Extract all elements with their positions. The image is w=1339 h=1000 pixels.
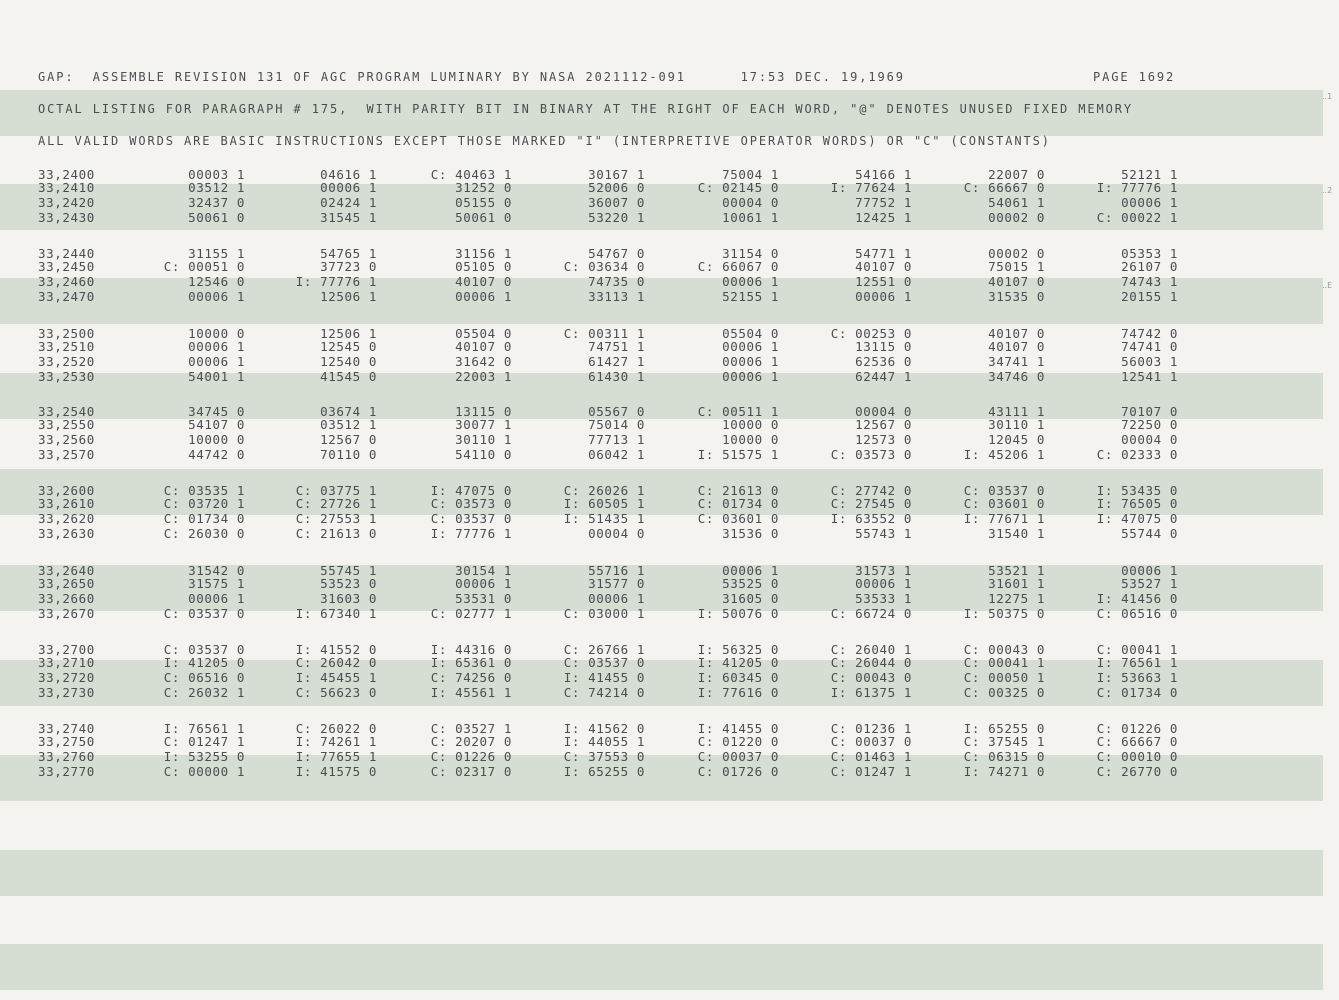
octal-word: C: 26766 1: [563, 642, 645, 657]
octal-word: 12425 1: [855, 210, 912, 225]
octal-word: 52121 1: [1121, 167, 1178, 182]
octal-word: 53527 1: [1121, 576, 1178, 591]
octal-word: 55744 0: [1121, 526, 1178, 541]
octal-word: C: 01226 0: [1096, 721, 1178, 736]
octal-word: 00006 1: [855, 289, 912, 304]
octal-word: 43111 1: [988, 404, 1045, 419]
octal-word: 54767 0: [588, 246, 645, 261]
octal-word: I: 44316 0: [430, 642, 512, 657]
row-address: 33,2660: [38, 591, 95, 606]
octal-word: C: 03634 0: [563, 259, 645, 274]
octal-word: C: 00041 1: [963, 655, 1045, 670]
octal-word: 12567 0: [320, 432, 377, 447]
octal-word: I: 41575 0: [295, 764, 377, 779]
octal-word: I: 76561 1: [163, 721, 245, 736]
octal-word: 00004 0: [1121, 432, 1178, 447]
octal-word: 53220 1: [588, 210, 645, 225]
octal-word: I: 41562 0: [563, 721, 645, 736]
octal-word: C: 01726 0: [697, 764, 779, 779]
octal-word: 05504 0: [722, 326, 779, 341]
octal-word: C: 40463 1: [430, 167, 512, 182]
octal-word: 12506 1: [320, 289, 377, 304]
octal-word: I: 53663 1: [1096, 670, 1178, 685]
octal-word: C: 26042 0: [295, 655, 377, 670]
octal-word: I: 45455 1: [295, 670, 377, 685]
octal-word: C: 01226 0: [430, 749, 512, 764]
row-address: 33,2610: [38, 496, 95, 511]
row-address: 33,2560: [38, 432, 95, 447]
octal-word: 03512 1: [188, 180, 245, 195]
octal-word: C: 06516 0: [163, 670, 245, 685]
octal-word: 52155 1: [722, 289, 779, 304]
octal-word: 30154 1: [455, 563, 512, 578]
octal-word: C: 01463 1: [830, 749, 912, 764]
octal-word: 00006 1: [188, 339, 245, 354]
octal-word: 50061 0: [188, 210, 245, 225]
margin-mark: ..1: [1322, 92, 1333, 101]
octal-word: C: 26032 1: [163, 685, 245, 700]
octal-word: 40107 0: [455, 339, 512, 354]
octal-word: 10000 0: [188, 326, 245, 341]
margin-mark: ..E: [1322, 281, 1333, 290]
octal-word: I: 60505 1: [563, 496, 645, 511]
octal-word: I: 61375 1: [830, 685, 912, 700]
octal-word: I: 47075 0: [1096, 511, 1178, 526]
octal-word: C: 00253 0: [830, 326, 912, 341]
octal-word: 00006 1: [1121, 195, 1178, 210]
octal-word: 62536 0: [855, 354, 912, 369]
octal-word: C: 00051 0: [163, 259, 245, 274]
octal-word: C: 01247 1: [163, 734, 245, 749]
octal-word: 40107 0: [988, 274, 1045, 289]
octal-word: 40107 0: [855, 259, 912, 274]
row-address: 33,2710: [38, 655, 95, 670]
octal-word: 75015 1: [988, 259, 1045, 274]
octal-word: I: 77776 1: [1096, 180, 1178, 195]
octal-word: C: 21613 0: [295, 526, 377, 541]
octal-word: I: 41205 0: [163, 655, 245, 670]
octal-word: 40107 0: [455, 274, 512, 289]
octal-word: I: 63552 0: [830, 511, 912, 526]
octal-word: 75004 1: [722, 167, 779, 182]
octal-word: C: 01247 1: [830, 764, 912, 779]
octal-word: I: 41456 0: [1096, 591, 1178, 606]
row-address: 33,2740: [38, 721, 95, 736]
octal-word: I: 77671 1: [963, 511, 1045, 526]
octal-word: C: 00325 0: [963, 685, 1045, 700]
header-line-3: ALL VALID WORDS ARE BASIC INSTRUCTIONS EXCEPT THOSE MARKED "I" (INTERPRETIVE OPERATOR WORDS) OR "C" (CONSTANTS): [38, 134, 1051, 148]
octal-word: C: 00311 1: [563, 326, 645, 341]
octal-word: 54166 1: [855, 167, 912, 182]
octal-word: I: 74261 1: [295, 734, 377, 749]
octal-word: C: 03720 1: [163, 496, 245, 511]
octal-word: 54771 1: [855, 246, 912, 261]
octal-word: C: 26044 0: [830, 655, 912, 670]
octal-word: I: 41455 0: [563, 670, 645, 685]
octal-word: C: 01734 0: [163, 511, 245, 526]
octal-word: 31154 0: [722, 246, 779, 261]
octal-word: C: 26040 1: [830, 642, 912, 657]
octal-word: C: 03775 1: [295, 483, 377, 498]
octal-word: 75014 0: [588, 417, 645, 432]
octal-word: 00006 1: [455, 576, 512, 591]
octal-word: C: 00050 1: [963, 670, 1045, 685]
octal-word: 12545 0: [320, 339, 377, 354]
octal-word: C: 37545 1: [963, 734, 1045, 749]
octal-word: 55716 1: [588, 563, 645, 578]
row-address: 33,2530: [38, 369, 95, 384]
octal-word: 12573 0: [855, 432, 912, 447]
octal-word: 31155 1: [188, 246, 245, 261]
octal-word: C: 56623 0: [295, 685, 377, 700]
octal-word: 04616 1: [320, 167, 377, 182]
octal-word: 05105 0: [455, 259, 512, 274]
octal-word: 31540 1: [988, 526, 1045, 541]
octal-word: I: 41552 0: [295, 642, 377, 657]
octal-word: 53525 0: [722, 576, 779, 591]
octal-word: 00006 1: [188, 591, 245, 606]
octal-word: C: 00511 1: [697, 404, 779, 419]
octal-word: I: 65361 0: [430, 655, 512, 670]
octal-word: C: 03601 0: [963, 496, 1045, 511]
octal-word: 00004 0: [722, 195, 779, 210]
octal-word: I: 51575 1: [697, 447, 779, 462]
row-address: 33,2500: [38, 326, 95, 341]
octal-word: 00006 1: [722, 354, 779, 369]
octal-word: 31252 0: [455, 180, 512, 195]
row-address: 33,2570: [38, 447, 95, 462]
octal-word: 00006 1: [188, 354, 245, 369]
octal-word: 61430 1: [588, 369, 645, 384]
octal-word: 12541 1: [1121, 369, 1178, 384]
octal-word: C: 03537 0: [563, 655, 645, 670]
row-address: 33,2750: [38, 734, 95, 749]
octal-word: C: 03537 0: [963, 483, 1045, 498]
octal-word: I: 45206 1: [963, 447, 1045, 462]
octal-word: 77713 1: [588, 432, 645, 447]
octal-word: 13115 0: [455, 404, 512, 419]
octal-word: 40107 0: [988, 339, 1045, 354]
octal-word: 00006 1: [320, 180, 377, 195]
octal-word: I: 77655 1: [295, 749, 377, 764]
octal-word: 54001 1: [188, 369, 245, 384]
octal-word: 31642 0: [455, 354, 512, 369]
octal-word: 54110 0: [455, 447, 512, 462]
octal-word: 00006 1: [1121, 563, 1178, 578]
octal-word: 10061 1: [722, 210, 779, 225]
octal-word: C: 03601 0: [697, 511, 779, 526]
octal-word: C: 74214 0: [563, 685, 645, 700]
octal-word: I: 65255 0: [963, 721, 1045, 736]
octal-word: 70107 0: [1121, 404, 1178, 419]
row-address: 33,2670: [38, 606, 95, 621]
octal-word: 12551 0: [855, 274, 912, 289]
row-address: 33,2700: [38, 642, 95, 657]
octal-word: 13115 0: [855, 339, 912, 354]
octal-word: 06042 1: [588, 447, 645, 462]
page-number: PAGE 1692: [1093, 70, 1176, 84]
octal-word: 31536 0: [722, 526, 779, 541]
octal-word: 31156 1: [455, 246, 512, 261]
octal-word: 54765 1: [320, 246, 377, 261]
octal-word: 56003 1: [1121, 354, 1178, 369]
header-line-2: OCTAL LISTING FOR PARAGRAPH # 175, WITH PARITY BIT IN BINARY AT THE RIGHT OF EACH WORD, "@" DENOTES UNUSED FIXED MEMORY: [38, 102, 1133, 116]
octal-word: I: 50076 0: [697, 606, 779, 621]
row-address: 33,2630: [38, 526, 95, 541]
row-address: 33,2760: [38, 749, 95, 764]
octal-word: 12567 0: [855, 417, 912, 432]
octal-word: 70110 0: [320, 447, 377, 462]
octal-word: I: 56325 0: [697, 642, 779, 657]
octal-word: 22003 1: [455, 369, 512, 384]
octal-word: 34745 0: [188, 404, 245, 419]
octal-word: 20155 1: [1121, 289, 1178, 304]
octal-word: 30110 1: [988, 417, 1045, 432]
octal-word: C: 03537 0: [163, 606, 245, 621]
octal-word: C: 66724 0: [830, 606, 912, 621]
octal-word: C: 03535 1: [163, 483, 245, 498]
octal-word: 10000 0: [188, 432, 245, 447]
octal-word: 26107 0: [1121, 259, 1178, 274]
octal-word: C: 03000 1: [563, 606, 645, 621]
octal-word: 12275 1: [988, 591, 1045, 606]
octal-word: 52006 0: [588, 180, 645, 195]
octal-word: 31605 0: [722, 591, 779, 606]
row-address: 33,2410: [38, 180, 95, 195]
octal-word: C: 00041 1: [1096, 642, 1178, 657]
octal-word: 55745 1: [320, 563, 377, 578]
header-line-1: GAP: ASSEMBLE REVISION 131 OF AGC PROGRAM LUMINARY BY NASA 2021112-091 17:53 DEC. 19,1969: [38, 70, 905, 84]
row-address: 33,2450: [38, 259, 95, 274]
octal-word: 74743 1: [1121, 274, 1178, 289]
row-address: 33,2420: [38, 195, 95, 210]
octal-word: I: 53255 0: [163, 749, 245, 764]
octal-word: I: 60345 0: [697, 670, 779, 685]
octal-word: 10000 0: [722, 417, 779, 432]
octal-word: C: 37553 0: [563, 749, 645, 764]
octal-word: 36007 0: [588, 195, 645, 210]
octal-word: 05567 0: [588, 404, 645, 419]
row-address: 33,2430: [38, 210, 95, 225]
octal-word: 00002 0: [988, 246, 1045, 261]
octal-word: C: 74256 0: [430, 670, 512, 685]
row-address: 33,2400: [38, 167, 95, 182]
octal-word: C: 27553 1: [295, 511, 377, 526]
octal-word: C: 03573 0: [430, 496, 512, 511]
octal-word: 00006 1: [722, 274, 779, 289]
octal-word: I: 74271 0: [963, 764, 1045, 779]
octal-word: I: 77776 1: [295, 274, 377, 289]
octal-word: 41545 0: [320, 369, 377, 384]
octal-word: 00006 1: [722, 369, 779, 384]
octal-word: 54061 1: [988, 195, 1045, 210]
octal-word: 00002 0: [988, 210, 1045, 225]
octal-word: 37723 0: [320, 259, 377, 274]
octal-word: 12506 1: [320, 326, 377, 341]
octal-word: 31542 0: [188, 563, 245, 578]
octal-word: I: 67340 1: [295, 606, 377, 621]
octal-word: C: 03527 1: [430, 721, 512, 736]
row-address: 33,2720: [38, 670, 95, 685]
octal-word: 00006 1: [588, 591, 645, 606]
octal-word: C: 02777 1: [430, 606, 512, 621]
octal-word: C: 00037 0: [830, 734, 912, 749]
octal-word: I: 41455 0: [697, 721, 779, 736]
octal-word: 02424 1: [320, 195, 377, 210]
octal-word: 61427 1: [588, 354, 645, 369]
octal-word: 44742 0: [188, 447, 245, 462]
octal-word: C: 00043 0: [830, 670, 912, 685]
octal-word: 30167 1: [588, 167, 645, 182]
row-address: 33,2470: [38, 289, 95, 304]
octal-word: 31601 1: [988, 576, 1045, 591]
paper-stripe: [0, 850, 1323, 896]
row-address: 33,2770: [38, 764, 95, 779]
octal-word: 32437 0: [188, 195, 245, 210]
octal-word: 74742 0: [1121, 326, 1178, 341]
octal-word: I: 53435 0: [1096, 483, 1178, 498]
octal-word: C: 01220 0: [697, 734, 779, 749]
octal-word: 31545 1: [320, 210, 377, 225]
octal-word: C: 27726 1: [295, 496, 377, 511]
octal-word: 10000 0: [722, 432, 779, 447]
octal-word: 74735 0: [588, 274, 645, 289]
octal-word: C: 06516 0: [1096, 606, 1178, 621]
octal-word: C: 26770 0: [1096, 764, 1178, 779]
octal-word: I: 77616 0: [697, 685, 779, 700]
octal-word: 30110 1: [455, 432, 512, 447]
octal-word: 00006 1: [188, 289, 245, 304]
octal-word: 74751 1: [588, 339, 645, 354]
octal-word: 00004 0: [855, 404, 912, 419]
octal-word: I: 76561 1: [1096, 655, 1178, 670]
octal-word: 12546 0: [188, 274, 245, 289]
octal-word: C: 26030 0: [163, 526, 245, 541]
octal-word: I: 45561 1: [430, 685, 512, 700]
octal-word: 05353 1: [1121, 246, 1178, 261]
octal-word: 54107 0: [188, 417, 245, 432]
octal-word: C: 00037 0: [697, 749, 779, 764]
octal-word: C: 02333 0: [1096, 447, 1178, 462]
octal-word: 53523 0: [320, 576, 377, 591]
octal-word: C: 03573 0: [830, 447, 912, 462]
row-address: 33,2550: [38, 417, 95, 432]
octal-word: 77752 1: [855, 195, 912, 210]
octal-word: 05155 0: [455, 195, 512, 210]
octal-word: C: 66067 0: [697, 259, 779, 274]
octal-word: 53521 1: [988, 563, 1045, 578]
octal-word: C: 00022 1: [1096, 210, 1178, 225]
octal-word: 00006 1: [455, 289, 512, 304]
octal-word: 00006 1: [722, 339, 779, 354]
octal-word: C: 21613 0: [697, 483, 779, 498]
octal-word: C: 26026 1: [563, 483, 645, 498]
octal-word: C: 27545 0: [830, 496, 912, 511]
octal-word: I: 65255 0: [563, 764, 645, 779]
octal-word: 72250 0: [1121, 417, 1178, 432]
octal-word: 00003 1: [188, 167, 245, 182]
octal-word: C: 66667 0: [963, 180, 1045, 195]
margin-mark: ..2: [1322, 186, 1333, 195]
octal-word: 74741 0: [1121, 339, 1178, 354]
row-address: 33,2650: [38, 576, 95, 591]
octal-word: I: 41205 0: [697, 655, 779, 670]
row-address: 33,2640: [38, 563, 95, 578]
octal-word: 53531 0: [455, 591, 512, 606]
octal-word: C: 01734 0: [697, 496, 779, 511]
octal-word: 31535 0: [988, 289, 1045, 304]
octal-word: C: 03537 0: [163, 642, 245, 657]
row-address: 33,2600: [38, 483, 95, 498]
octal-word: 31575 1: [188, 576, 245, 591]
octal-word: 22007 0: [988, 167, 1045, 182]
octal-word: 55743 1: [855, 526, 912, 541]
octal-word: I: 50375 0: [963, 606, 1045, 621]
octal-word: I: 47075 0: [430, 483, 512, 498]
octal-word: 03674 1: [320, 404, 377, 419]
octal-word: C: 66667 0: [1096, 734, 1178, 749]
octal-word: C: 00010 0: [1096, 749, 1178, 764]
octal-word: 30077 1: [455, 417, 512, 432]
octal-word: 40107 0: [988, 326, 1045, 341]
octal-word: 00004 0: [588, 526, 645, 541]
octal-word: 50061 0: [455, 210, 512, 225]
octal-word: 31603 0: [320, 591, 377, 606]
octal-word: 05504 0: [455, 326, 512, 341]
octal-word: C: 02317 0: [430, 764, 512, 779]
octal-word: C: 00000 1: [163, 764, 245, 779]
row-address: 33,2620: [38, 511, 95, 526]
octal-word: 03512 1: [320, 417, 377, 432]
octal-word: C: 27742 0: [830, 483, 912, 498]
octal-word: C: 01734 0: [1096, 685, 1178, 700]
octal-word: 31573 1: [855, 563, 912, 578]
row-address: 33,2730: [38, 685, 95, 700]
octal-word: 53533 1: [855, 591, 912, 606]
row-address: 33,2460: [38, 274, 95, 289]
octal-word: 34746 0: [988, 369, 1045, 384]
row-address: 33,2520: [38, 354, 95, 369]
octal-word: 34741 1: [988, 354, 1045, 369]
octal-word: C: 03537 0: [430, 511, 512, 526]
octal-word: 62447 1: [855, 369, 912, 384]
octal-word: C: 01236 1: [830, 721, 912, 736]
octal-word: I: 77624 1: [830, 180, 912, 195]
row-address: 33,2440: [38, 246, 95, 261]
octal-word: I: 44055 1: [563, 734, 645, 749]
octal-word: C: 26022 0: [295, 721, 377, 736]
octal-word: 31577 0: [588, 576, 645, 591]
octal-word: 12540 0: [320, 354, 377, 369]
paper-stripe: [0, 944, 1323, 990]
octal-word: 00006 1: [722, 563, 779, 578]
octal-word: I: 51435 1: [563, 511, 645, 526]
octal-word: 12045 0: [988, 432, 1045, 447]
octal-word: 00006 1: [855, 576, 912, 591]
octal-word: I: 77776 1: [430, 526, 512, 541]
octal-word: C: 02145 0: [697, 180, 779, 195]
row-address: 33,2540: [38, 404, 95, 419]
octal-word: 33113 1: [588, 289, 645, 304]
octal-word: C: 06315 0: [963, 749, 1045, 764]
octal-word: C: 00043 0: [963, 642, 1045, 657]
octal-word: C: 20207 0: [430, 734, 512, 749]
octal-word: I: 76505 0: [1096, 496, 1178, 511]
row-address: 33,2510: [38, 339, 95, 354]
